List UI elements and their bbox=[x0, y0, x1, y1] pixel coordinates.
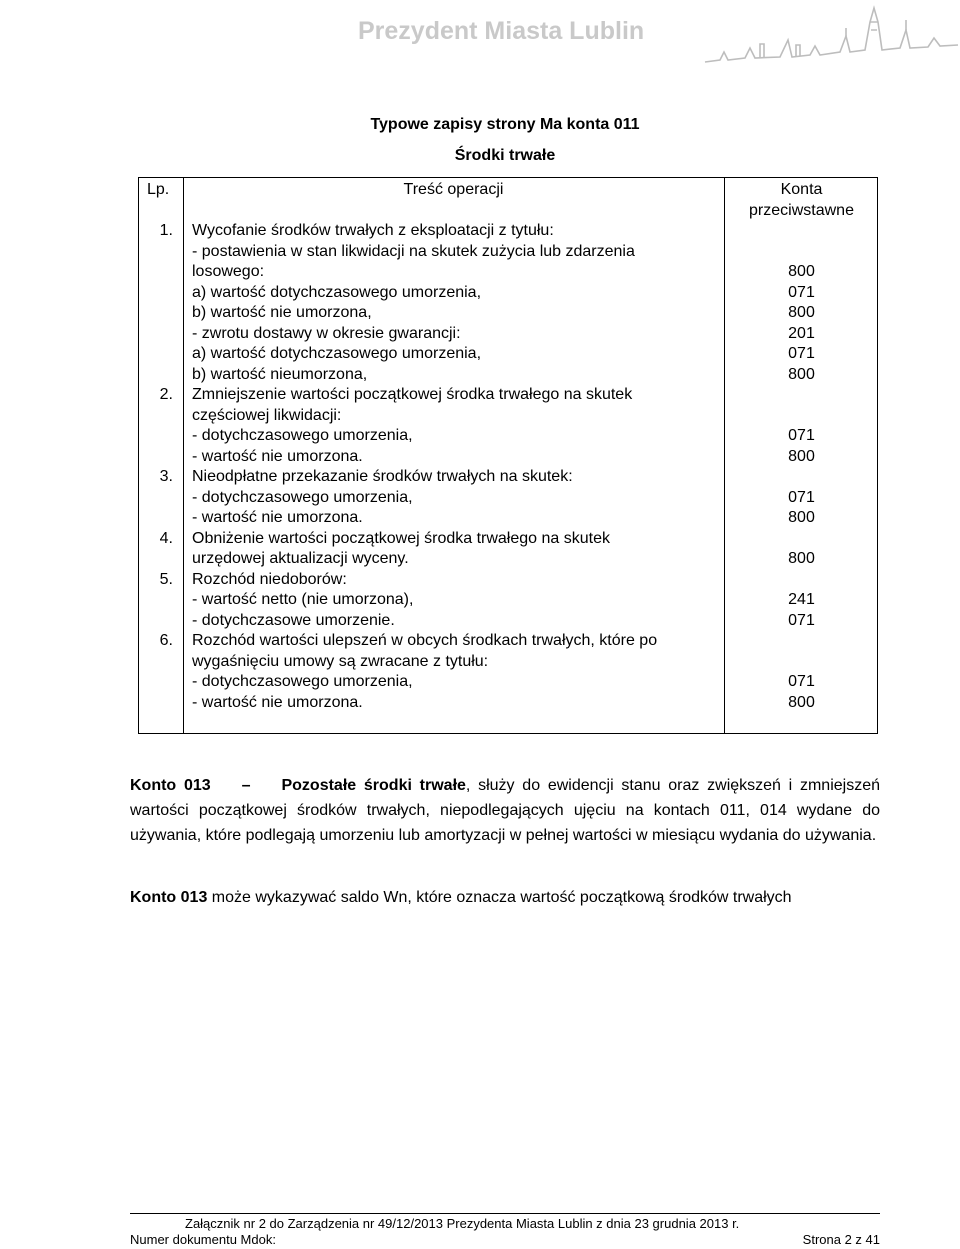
row-number: 6. bbox=[159, 632, 173, 649]
row-text: b) wartość nie umorzona, bbox=[192, 304, 372, 321]
row-account: 071 bbox=[788, 283, 815, 301]
row-text: Obniżenie wartości początkowej środka trwałego na skutek bbox=[192, 529, 610, 547]
header-accounts-line1: Konta bbox=[780, 181, 823, 198]
row-text: częściowej likwidacji: bbox=[192, 406, 342, 424]
row-number bbox=[139, 406, 173, 427]
row-text: - zwrotu dostawy w okresie gwarancji: bbox=[192, 324, 461, 342]
row-account bbox=[724, 570, 879, 591]
accounts-column bbox=[724, 221, 879, 713]
operations-table bbox=[138, 177, 878, 734]
row-account: 071 bbox=[788, 345, 815, 362]
row-number: 3. bbox=[159, 468, 173, 485]
row-text: Nieodpłatne przekazanie środków trwałych na skutek: bbox=[192, 468, 573, 485]
dash: – bbox=[241, 777, 251, 794]
row-account bbox=[724, 242, 879, 263]
row-text: wygaśnięciu umowy są zwracane z tytułu: bbox=[192, 652, 489, 670]
paragraph-konto-013 bbox=[130, 773, 880, 848]
row-number bbox=[139, 590, 173, 611]
row-number: 5. bbox=[159, 570, 173, 588]
row-text: - wartość netto (nie umorzona), bbox=[192, 591, 414, 608]
lublin-skyline-icon bbox=[700, 0, 960, 80]
row-number: 2. bbox=[159, 386, 173, 403]
row-text: Zmniejszenie wartości początkowej środka trwałego na skutek bbox=[192, 386, 633, 403]
row-text: - wartość nie umorzona. bbox=[192, 693, 363, 711]
row-account: 800 bbox=[788, 447, 815, 465]
row-text: a) wartość dotychczasowego umorzenia, bbox=[192, 283, 482, 301]
row-account: 800 bbox=[788, 365, 815, 383]
row-account bbox=[724, 221, 879, 242]
header-accounts bbox=[724, 180, 879, 221]
row-number bbox=[139, 693, 173, 714]
row-number bbox=[139, 611, 173, 632]
page-header-title: Prezydent Miasta Lublin bbox=[358, 17, 645, 45]
row-text: - wartość nie umorzona. bbox=[192, 447, 363, 465]
row-number bbox=[139, 672, 173, 693]
row-text: a) wartość dotychczasowego umorzenia, bbox=[192, 345, 482, 362]
row-account: 071 bbox=[788, 611, 815, 629]
row-text: - dotychczasowego umorzenia, bbox=[192, 427, 413, 444]
footer-doc-number: Numer dokumentu Mdok: bbox=[130, 1232, 276, 1247]
row-account bbox=[724, 652, 879, 673]
column-divider bbox=[183, 178, 184, 733]
row-number: 4. bbox=[159, 529, 173, 547]
row-account bbox=[724, 467, 879, 488]
row-account: 800 bbox=[788, 509, 815, 526]
row-text: urzędowej aktualizacji wyceny. bbox=[192, 550, 409, 567]
row-number bbox=[139, 344, 173, 365]
row-account: 201 bbox=[788, 324, 815, 342]
row-number bbox=[139, 365, 173, 386]
row-number bbox=[139, 488, 173, 509]
row-account bbox=[724, 406, 879, 427]
row-account: 071 bbox=[788, 488, 815, 506]
row-account: 800 bbox=[788, 693, 815, 711]
row-account bbox=[724, 529, 879, 550]
document-subtitle: Środki trwałe bbox=[454, 147, 556, 164]
row-number bbox=[139, 447, 173, 468]
row-text: - postawienia w stan likwidacji na skutek zużycia lub zdarzenia bbox=[192, 242, 635, 260]
row-number bbox=[139, 242, 173, 263]
row-number bbox=[139, 508, 173, 529]
row-text: losowego: bbox=[192, 263, 265, 280]
header-lp: Lp. bbox=[147, 181, 170, 198]
paragraph-text: , służy do ewidencji stanu oraz zwiększeń i zmniejszeń wartości początkowej środków trwałych, niepodlegających ujęciu na kontach 011, 014 wydane do używania, które podlegają umorzeniu lub amortyzacji w pełnej wartości w miesiącu wydania do używania. bbox=[130, 777, 881, 844]
row-number: 1. bbox=[159, 222, 173, 239]
row-account: 241 bbox=[788, 591, 815, 608]
operations-text-column bbox=[192, 221, 722, 713]
row-text: - dotychczasowego umorzenia, bbox=[192, 488, 413, 506]
row-number bbox=[139, 652, 173, 673]
row-account bbox=[724, 385, 879, 406]
row-number bbox=[139, 262, 173, 283]
row-account: 800 bbox=[788, 304, 815, 321]
document-title: Typowe zapisy strony Ma konta 011 bbox=[370, 116, 640, 133]
row-account bbox=[724, 631, 879, 652]
footer-page-number: Strona 2 z 41 bbox=[802, 1232, 880, 1247]
paragraph-saldo bbox=[130, 885, 880, 910]
row-number bbox=[139, 549, 173, 570]
header-content: Treść operacji bbox=[403, 181, 504, 198]
row-account: 071 bbox=[788, 427, 815, 444]
row-number bbox=[139, 324, 173, 345]
paragraph-text: może wykazywać saldo Wn, które oznacza wartość początkową środków trwałych bbox=[207, 889, 792, 906]
footer-divider bbox=[130, 1213, 880, 1214]
account-label: Konto 013 bbox=[130, 889, 208, 906]
footer-attachment-note: Załącznik nr 2 do Zarządzenia nr 49/12/2013 Prezydenta Miasta Lublin z dnia 23 grudnia 2013 r. bbox=[185, 1216, 740, 1231]
account-label: Konto 013 bbox=[130, 777, 211, 794]
account-name: Pozostałe środki trwałe bbox=[281, 777, 466, 794]
row-account: 800 bbox=[788, 550, 815, 567]
row-text: - dotychczasowego umorzenia, bbox=[192, 673, 413, 690]
header-accounts-line2: przeciwstawne bbox=[749, 201, 854, 219]
row-numbers-column bbox=[139, 221, 173, 713]
row-number bbox=[139, 283, 173, 304]
row-text: b) wartość nieumorzona, bbox=[192, 365, 368, 383]
row-text: - dotychczasowe umorzenie. bbox=[192, 611, 395, 629]
row-account: 800 bbox=[788, 263, 815, 280]
row-number bbox=[139, 303, 173, 324]
row-text: Rozchód wartości ulepszeń w obcych środkach trwałych, które po bbox=[192, 632, 658, 649]
row-text: Wycofanie środków trwałych z eksploatacji z tytułu: bbox=[192, 222, 554, 239]
row-text: Rozchód niedoborów: bbox=[192, 570, 347, 588]
row-number bbox=[139, 426, 173, 447]
row-text: - wartość nie umorzona. bbox=[192, 509, 363, 526]
row-account: 071 bbox=[788, 673, 815, 690]
